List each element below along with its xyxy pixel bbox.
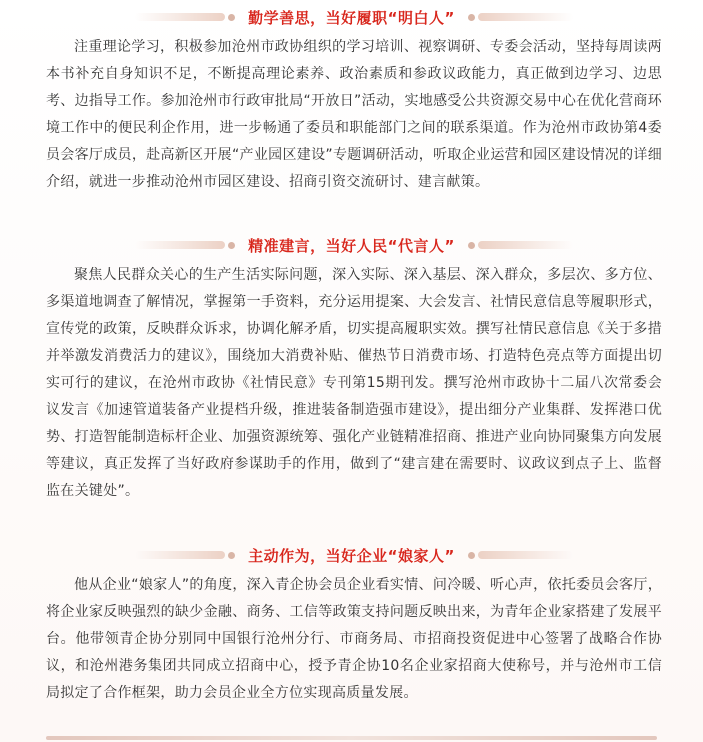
heading-ornament-left (135, 551, 238, 559)
section-title: 精准建言，当好人民“代言人” (248, 236, 455, 255)
section-study (46, 6, 662, 196)
heading-ornament-left (135, 241, 238, 249)
heading-ornament-right (465, 13, 573, 21)
heading-ornament-left (135, 13, 238, 21)
section-enterprise (46, 544, 662, 707)
heading-ornament-right (465, 241, 573, 249)
bottom-divider (46, 736, 657, 740)
section-title: 勤学善思，当好履职“明白人” (248, 8, 455, 27)
section-advice (46, 234, 662, 505)
heading-ornament-right (465, 551, 573, 559)
section-heading (46, 544, 662, 566)
section-title: 主动作为，当好企业“娘家人” (248, 546, 455, 565)
section-paragraph: 他从企业“娘家人”的角度，深入青企协会员企业看实情、问冷暖、听心声，依托委员会客厅，将企业家反映强烈的缺少金融、商务、工信等政策支持问题反映出来，为青年企业家搭建了发展平台。他带领青企协分别同中国银行沧州分行、市商务局、市招商投资促进中心签署了战略合作协议，和沧州港务集团共同成立招商中心，授予青企协10名企业家招商大使称号，并与沧州市工信局拟定了合作框架，助力会员企业全方位实现高质量发展。 (46, 577, 662, 701)
section-paragraph: 注重理论学习，积极参加沧州市政协组织的学习培训、视察调研、专委会活动，坚持每周读两本书补充自身知识不足，不断提高理论素养、政治素质和参政议政能力，真正做到边学习、边思考、边指导工作。参加沧州市行政审批局“开放日”活动，实地感受公共资源交易中心在优化营商环境工作中的便民利企作用，进一步畅通了委员和职能部门之间的联系渠道。作为沧州市政协第4委员会客厅成员，赴高新区开展“产业园区建设”专题调研活动，听取企业运营和园区建设情况的详细介绍，就进一步推动沧州市园区建设、招商引资交流研讨、建言献策。 (46, 39, 662, 190)
section-heading (46, 234, 662, 256)
section-paragraph: 聚焦人民群众关心的生产生活实际问题，深入实际、深入基层、深入群众，多层次、多方位、多渠道地调查了解情况，掌握第一手资料，充分运用提案、大会发言、社情民意信息等履职形式，宣传党的政策，反映群众诉求，协调化解矛盾，切实提高履职实效。撰写社情民意信息《关于多措并举激发消费活力的建议》，围绕加大消费补贴、催热节日消费市场、打造特色亮点等方面提出切实可行的建议，在沧州市政协《社情民意》专刊第15期刊发。撰写沧州市政协十二届八次常委会议发言《加速管道装备产业提档升级，推进装备制造强市建设》，提出细分产业集群、发挥港口优势、打造智能制造标杆企业、加强资源统筹、强化产业链精准招商、推进产业向协同聚集方向发展等建议，真正发挥了当好政府参谋助手的作用，做到了“建言建在需要时、议政议到点子上、监督监在关键处”。 (46, 267, 662, 499)
section-heading (46, 6, 662, 28)
